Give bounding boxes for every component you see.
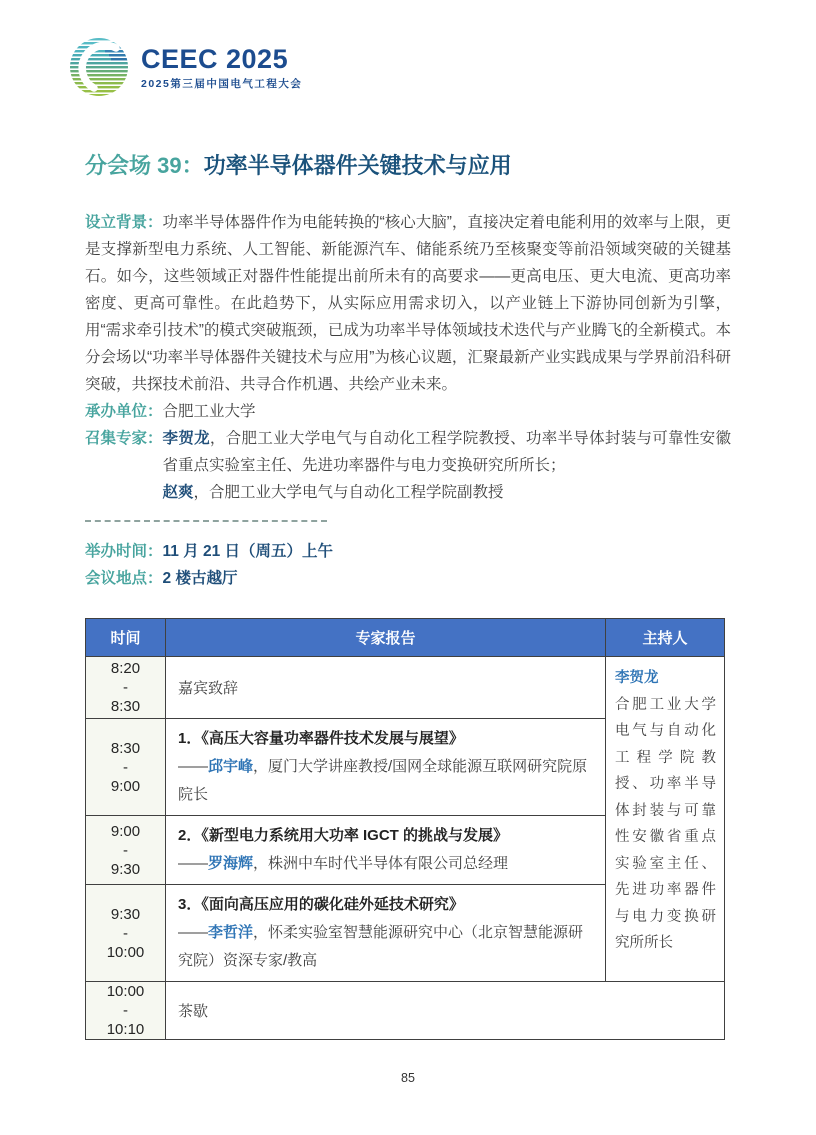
dashed-separator	[85, 520, 327, 522]
convener-entry	[163, 425, 731, 479]
host-cell	[606, 657, 725, 982]
logo-title: CEEC 2025	[141, 43, 289, 74]
convener-entry	[163, 479, 731, 506]
schedule-table	[85, 618, 725, 1040]
session-title: 功率半导体器件关键技术与应用	[203, 153, 512, 178]
talk-cell	[166, 719, 606, 816]
time-cell: 8:20 - 8:30	[86, 657, 166, 719]
organizer-label: 承办单位：	[85, 403, 163, 420]
conveners-label: 召集专家：	[85, 430, 163, 447]
talk-title: 1．《高压大容量功率器件技术发展与展望》	[178, 730, 464, 747]
em-dash: ——	[178, 924, 208, 941]
talk-cell	[166, 816, 606, 885]
session-text: 嘉宾致辞	[178, 680, 239, 697]
speaker-affiliation: ，株洲中车时代半导体有限公司总经理	[253, 855, 509, 872]
event-time-value: 11 月 21 日（周五）上午	[162, 543, 334, 560]
schedule-table-body	[86, 657, 725, 1040]
venue-label: 会议地点：	[85, 570, 163, 587]
organizer-line	[85, 398, 731, 425]
speaker-name: 邱宇峰	[208, 758, 254, 775]
table-row	[86, 657, 725, 719]
talk-title: 2．《新型电力系统用大功率 IGCT 的挑战与发展》	[178, 827, 509, 844]
header-host: 主持人	[606, 619, 725, 657]
speaker-affiliation: ，厦门大学讲座教授/国网全球能源互联网研究院原院长	[178, 758, 588, 803]
speaker-affiliation: ，怀柔实验室智慧能源研究中心（北京智慧能源研究院）资深专家/教高	[178, 924, 584, 969]
time-cell: 9:30 - 10:00	[86, 885, 166, 982]
globe-stripes-icon	[67, 35, 131, 99]
venue-line	[85, 565, 731, 592]
session-number: 分会场 39：	[85, 153, 204, 178]
conveners-block	[85, 425, 731, 506]
convener-desc: ，合肥工业大学电气与自动化工程学院教授、功率半导体封装与可靠性安徽省重点实验室主任、先进功率器件与电力变换研究所所长；	[162, 430, 731, 474]
header-time: 时间	[86, 619, 166, 657]
logo-subtitle: 2025第三届中国电气工程大会	[141, 77, 303, 90]
page-title	[85, 151, 731, 181]
background-label: 设立背景：	[85, 214, 163, 231]
talk-speaker-line	[178, 919, 593, 975]
host-description: 合肥工业大学电气与自动化工程学院教授、功率半导体封装与可靠性安徽省重点实验室主任、先进功率器件与电力变换研究所所长	[615, 696, 716, 951]
em-dash: ——	[178, 758, 208, 775]
page-number: 85	[401, 1071, 415, 1085]
talk-title: 3．《面向高压应用的碳化硅外延技术研究》	[178, 896, 464, 913]
event-time-line	[85, 538, 731, 565]
session-cell	[166, 982, 725, 1040]
speaker-name: 罗海辉	[208, 855, 254, 872]
background-text: 功率半导体器件作为电能转换的“核心大脑”，直接决定着电能利用的效率与上限，更是支撑新型电力系统、人工智能、新能源汽车、储能系统乃至核聚变等前沿领域突破的关键基石。如今，这些领域正对器件性能提出前所未有的高要求——更高电压、更大电流、更高功率密度、更高可靠性。在此趋势下，从实际应用需求切入，以产业链上下游协同创新为引擎，用“需求牵引技术”的模式突破瓶颈，已成为功率半导体领域技术迭代与产业腾飞的全新模式。本分会场以“功率半导体器件关键技术与应用”为核心议题，汇聚最新产业实践成果与学界前沿科研突破，共探技术前沿、共寻合作机遇、共绘产业未来。	[85, 214, 731, 393]
session-cell	[166, 657, 606, 719]
venue-value: 2 楼古越厅	[162, 570, 238, 587]
time-cell: 10:00 - 10:10	[86, 982, 166, 1040]
organizer-value: 合肥工业大学	[162, 403, 256, 420]
talk-speaker-line	[178, 850, 593, 878]
convener-name: 赵爽	[162, 484, 194, 501]
time-cell: 9:00 - 9:30	[86, 816, 166, 885]
schedule-meta	[85, 538, 731, 592]
table-row	[86, 982, 725, 1040]
speaker-name: 李哲洋	[208, 924, 254, 941]
host-name: 李贺龙	[615, 670, 659, 686]
header-report: 专家报告	[166, 619, 606, 657]
background-paragraph	[85, 209, 731, 398]
em-dash: ——	[178, 855, 208, 872]
convener-desc: ，合肥工业大学电气与自动化工程学院副教授	[193, 484, 504, 501]
talk-cell	[166, 885, 606, 982]
table-header-row	[86, 619, 725, 657]
event-time-label: 举办时间：	[85, 543, 163, 560]
time-cell: 8:30 - 9:00	[86, 719, 166, 816]
session-text: 茶歇	[178, 1003, 209, 1020]
convener-name: 李贺龙	[162, 430, 210, 447]
talk-speaker-line	[178, 753, 593, 809]
conference-logo	[0, 35, 816, 99]
